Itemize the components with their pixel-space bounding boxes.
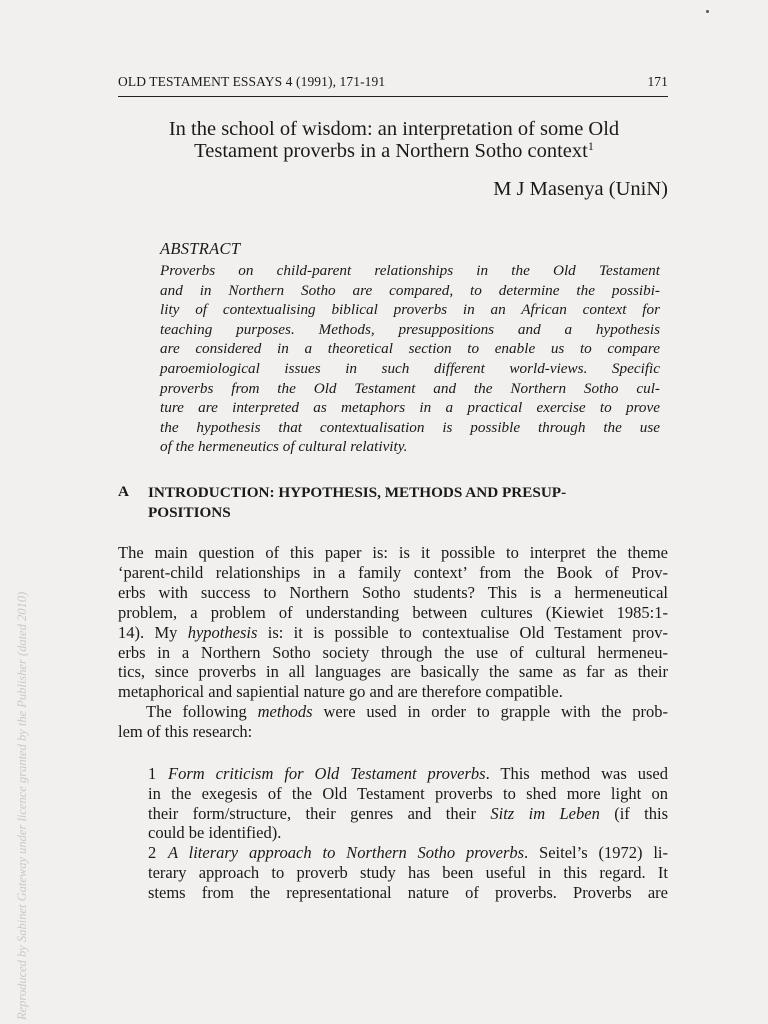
abstract-line: are considered in a theoretical section to enable us to compare (160, 340, 660, 358)
abstract-line: and in Northern Sotho are compared, to determine the possibi- (160, 281, 660, 299)
body-line: ‘parent-child relationships in a family context’ from the Book of Prov- (118, 562, 668, 582)
body-line: tics, since proverbs in all languages are basically the same as far as their (118, 662, 668, 682)
sitz-im-leben-term: Sitz im Leben (490, 803, 600, 823)
author-line: M J Masenya (UniN) (493, 178, 668, 200)
body-fragment: The following (146, 702, 258, 722)
list-item-line (148, 804, 668, 824)
journal-citation: OLD TESTAMENT ESSAYS 4 (1991), 171-191 (118, 74, 386, 89)
section-heading-line-2: POSITIONS (148, 503, 231, 521)
body-fragment: is: it is possible to contextualise Old Testament prov- (257, 622, 668, 642)
body-fragment: . Seitel’s (1972) li- (524, 843, 668, 863)
title-line-2-text: Testament proverbs in a Northern Sotho context (194, 140, 588, 162)
introduction-paragraph (118, 543, 668, 742)
body-fragment: 14). My (118, 622, 188, 642)
list-item-line: in the exegesis of the Old Testament proverbs to shed more light on (148, 783, 668, 803)
abstract-line: proverbs from the Old Testament and the Northern Sotho cul- (160, 379, 660, 397)
title-line-1: In the school of wisdom: an interpretation of some Old (168, 118, 620, 140)
list-item-line: terary approach to proverb study has been useful in this regard. It (148, 862, 668, 882)
section-heading-line-1: INTRODUCTION: HYPOTHESIS, METHODS AND PRESUP- (148, 484, 567, 501)
methods-list (148, 764, 668, 903)
body-fragment: were used in order to grapple with the prob- (312, 702, 668, 722)
abstract-heading: ABSTRACT (160, 239, 241, 258)
body-line: The main question of this paper is: is it possible to interpret the theme (118, 543, 668, 562)
article-title (100, 118, 688, 162)
list-item-line (148, 764, 668, 784)
abstract-line: ture are interpreted as metaphors in a practical exercise to prove (160, 399, 660, 417)
list-item-line: stems from the representational nature of proverbs. Proverbs are (148, 882, 668, 902)
list-item-line: could be identified). (148, 823, 282, 843)
abstract-line: teaching purposes. Methods, presuppositions and a hypothesis (160, 320, 660, 338)
list-item-line (148, 843, 668, 863)
body-fragment: (if this (599, 803, 669, 823)
body-line: metaphorical and sapiential nature go and are therefore compatible. (118, 682, 563, 702)
body-fragment: . This method was used (485, 764, 668, 783)
list-number: 1 (148, 764, 157, 783)
body-line (118, 623, 668, 643)
page-number: 171 (647, 74, 668, 89)
section-heading (148, 483, 668, 522)
abstract-line: paroemiological issues in such different world-views. Specific (160, 359, 660, 377)
scan-speck (706, 10, 709, 13)
section-letter: A (118, 483, 129, 500)
list-number: 2 (148, 843, 157, 863)
footnote-marker[interactable]: 1 (587, 139, 594, 153)
method-title: Form criticism for Old Testament proverbs (168, 764, 486, 783)
header-rule (118, 96, 668, 97)
title-line-2 (100, 140, 688, 162)
body-fragment: their form/structure, their genres and their (148, 803, 491, 823)
method-title: A literary approach to Northern Sotho proverbs (168, 843, 525, 863)
abstract-line: of the hermeneutics of cultural relativity. (160, 438, 408, 456)
body-line: lem of this research: (118, 722, 253, 742)
body-line (118, 702, 668, 722)
body-line: problem, a problem of understanding between cultures (Kiewiet 1985:1- (118, 602, 668, 622)
abstract-line: Proverbs on child-parent relationships in the Old Testament (160, 262, 660, 279)
methods-term: methods (257, 702, 313, 722)
body-line: erbs with success to Northern Sotho students? This is a hermeneutical (118, 582, 668, 602)
abstract-line: the hypothesis that contextualisation is possible through the use (160, 418, 660, 436)
abstract-line: lity of contextualising biblical proverbs in an African context for (160, 301, 660, 319)
body-line: erbs in a Northern Sotho society through the use of cultural hermeneu- (118, 642, 668, 662)
publisher-watermark: Reproduced by Sabinet Gateway under licence granted by the Publisher (dated 2010) (15, 591, 29, 1020)
hypothesis-term: hypothesis (187, 622, 258, 642)
abstract-body (160, 261, 660, 457)
